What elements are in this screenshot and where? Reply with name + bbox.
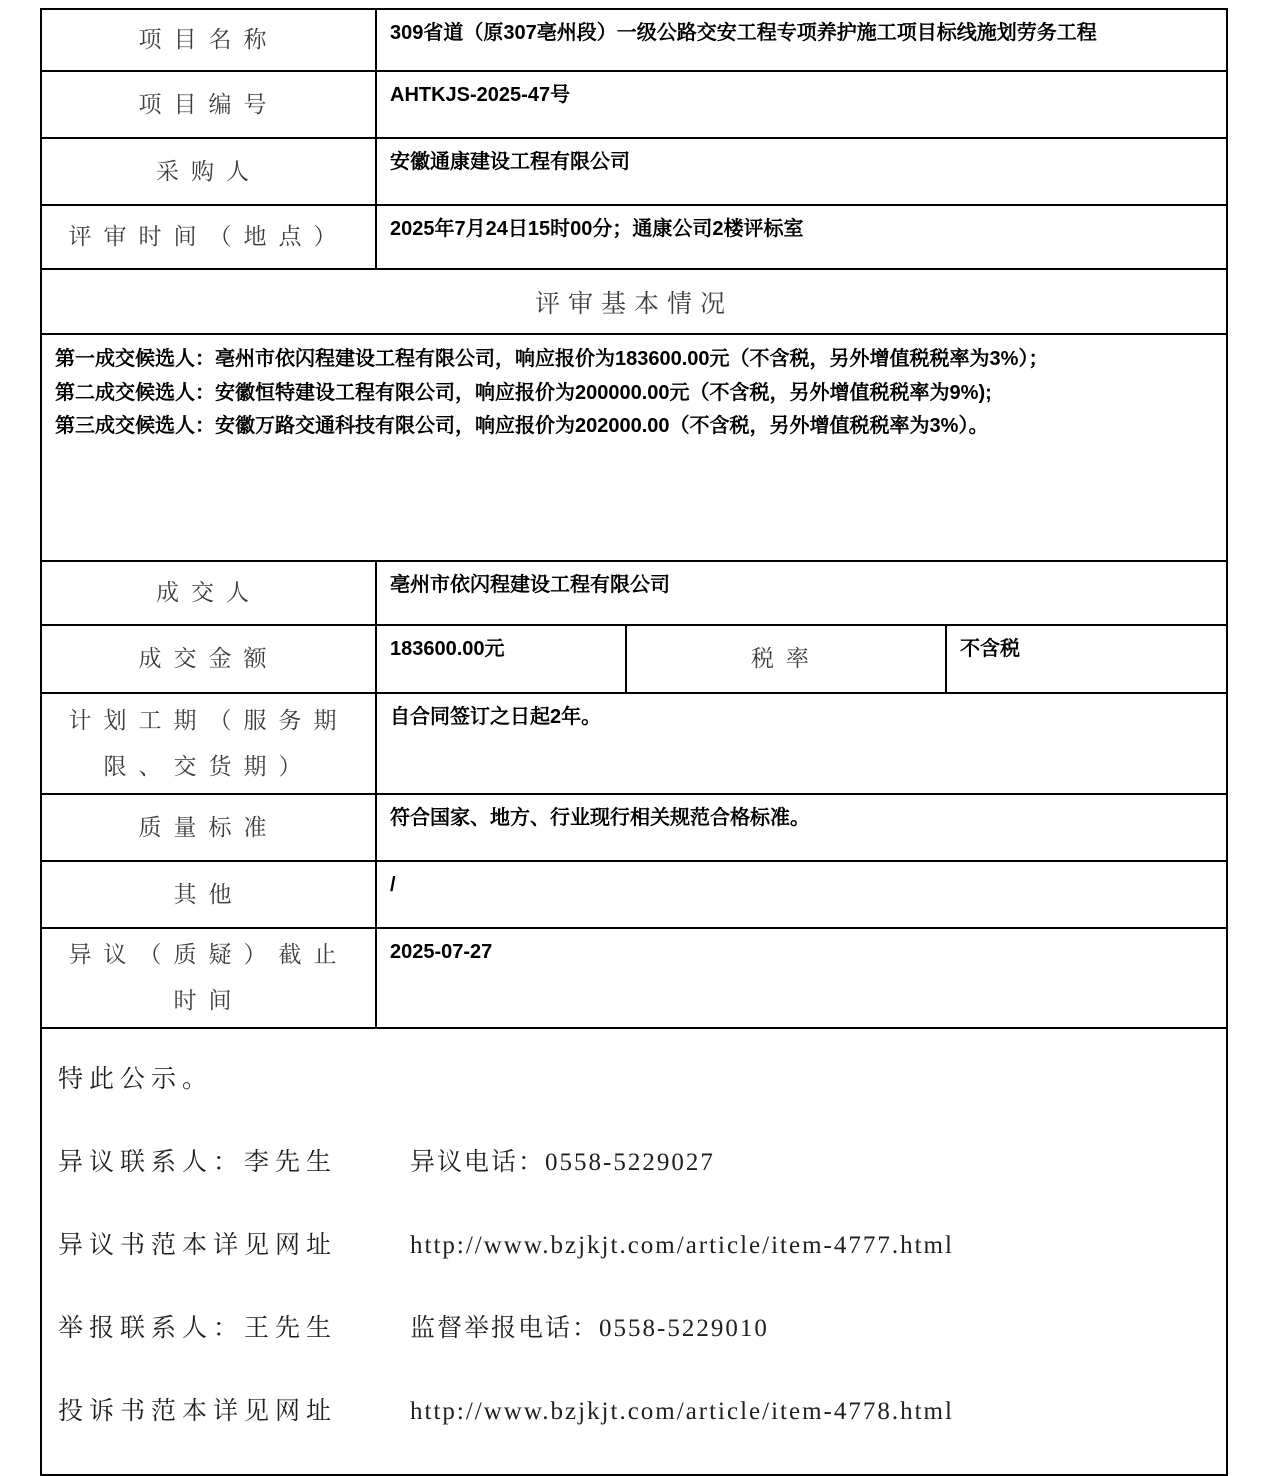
report-contact-label: 举报联系人：王先生 <box>58 1315 338 1342</box>
announcement-document <box>40 8 1226 1476</box>
table-row-project-number <box>41 71 1227 138</box>
table-row-section-header <box>41 269 1227 334</box>
candidate-line-2: 第二成交候选人：安徽恒特建设工程有限公司，响应报价为200000.00元（不含税，另外增值税税率为9%); <box>55 381 992 404</box>
candidate-line-3: 第三成交候选人：安徽万路交通科技有限公司，响应报价为202000.00（不含税，另外增值税税率为3%）。 <box>55 415 989 438</box>
table-row-schedule <box>41 693 1227 794</box>
review-time-label: 评审时间（地点） <box>41 205 376 269</box>
section-header: 评审基本情况 <box>41 269 1227 334</box>
table-row-purchaser <box>41 138 1227 205</box>
other-value: / <box>376 861 1227 928</box>
complaint-template-label: 投诉书范本详见网址 <box>58 1398 338 1425</box>
table-row-amount <box>41 625 1227 693</box>
announcement-table <box>40 8 1228 1476</box>
tax-rate-label: 税率 <box>626 625 946 693</box>
amount-label: 成交金额 <box>41 625 376 693</box>
quality-value: 符合国家、地方、行业现行相关规范合格标准。 <box>376 794 1227 861</box>
objection-deadline-value: 2025-07-27 <box>376 928 1227 1028</box>
review-time-value: 2025年7月24日15时00分；通康公司2楼评标室 <box>376 205 1227 269</box>
purchaser-value: 安徽通康建设工程有限公司 <box>376 138 1227 205</box>
candidates-block <box>41 334 1227 561</box>
complaint-template-url: http://www.bzjkjt.com/article/item-4778.html <box>410 1398 954 1425</box>
amount-value: 183600.00元 <box>376 625 626 693</box>
footer-objection-contact-line <box>58 1142 1216 1178</box>
footer-notice: 特此公示。 <box>58 1066 214 1093</box>
table-row-footer <box>41 1028 1227 1475</box>
schedule-label: 计划工期（服务期限、交货期） <box>41 693 376 794</box>
footer-objection-template-line <box>58 1225 1216 1261</box>
table-row-quality <box>41 794 1227 861</box>
purchaser-label: 采购人 <box>41 138 376 205</box>
table-row-project-name <box>41 9 1227 71</box>
table-row-winner <box>41 561 1227 625</box>
table-row-other <box>41 861 1227 928</box>
other-label: 其他 <box>41 861 376 928</box>
objection-template-url: http://www.bzjkjt.com/article/item-4777.html <box>410 1232 954 1259</box>
footer-report-contact-line <box>58 1308 1216 1344</box>
tax-rate-value: 不含税 <box>946 625 1227 693</box>
project-name-label: 项目名称 <box>41 9 376 71</box>
project-name-value: 309省道（原307亳州段）一级公路交安工程专项养护施工项目标线施划劳务工程 <box>376 9 1227 71</box>
objection-deadline-label: 异议（质疑）截止时间 <box>41 928 376 1028</box>
winner-value: 亳州市依闪程建设工程有限公司 <box>376 561 1227 625</box>
objection-contact-label: 异议联系人：李先生 <box>58 1149 338 1176</box>
quality-label: 质量标准 <box>41 794 376 861</box>
project-number-label: 项目编号 <box>41 71 376 138</box>
table-row-objection-deadline <box>41 928 1227 1028</box>
candidate-line-1: 第一成交候选人：亳州市依闪程建设工程有限公司，响应报价为183600.00元（不含税，另外增值税税率为3%）； <box>55 348 1049 370</box>
report-phone: 监督举报电话：0558-5229010 <box>410 1315 769 1342</box>
project-number-value: AHTKJS-2025-47号 <box>376 71 1227 138</box>
schedule-value: 自合同签订之日起2年。 <box>376 693 1227 794</box>
table-row-review-time <box>41 205 1227 269</box>
objection-phone: 异议电话：0558-5229027 <box>410 1149 715 1176</box>
winner-label: 成交人 <box>41 561 376 625</box>
footer-complaint-template-line <box>58 1391 1216 1427</box>
footer-block <box>41 1028 1227 1475</box>
objection-template-label: 异议书范本详见网址 <box>58 1232 338 1259</box>
table-row-candidates <box>41 334 1227 561</box>
